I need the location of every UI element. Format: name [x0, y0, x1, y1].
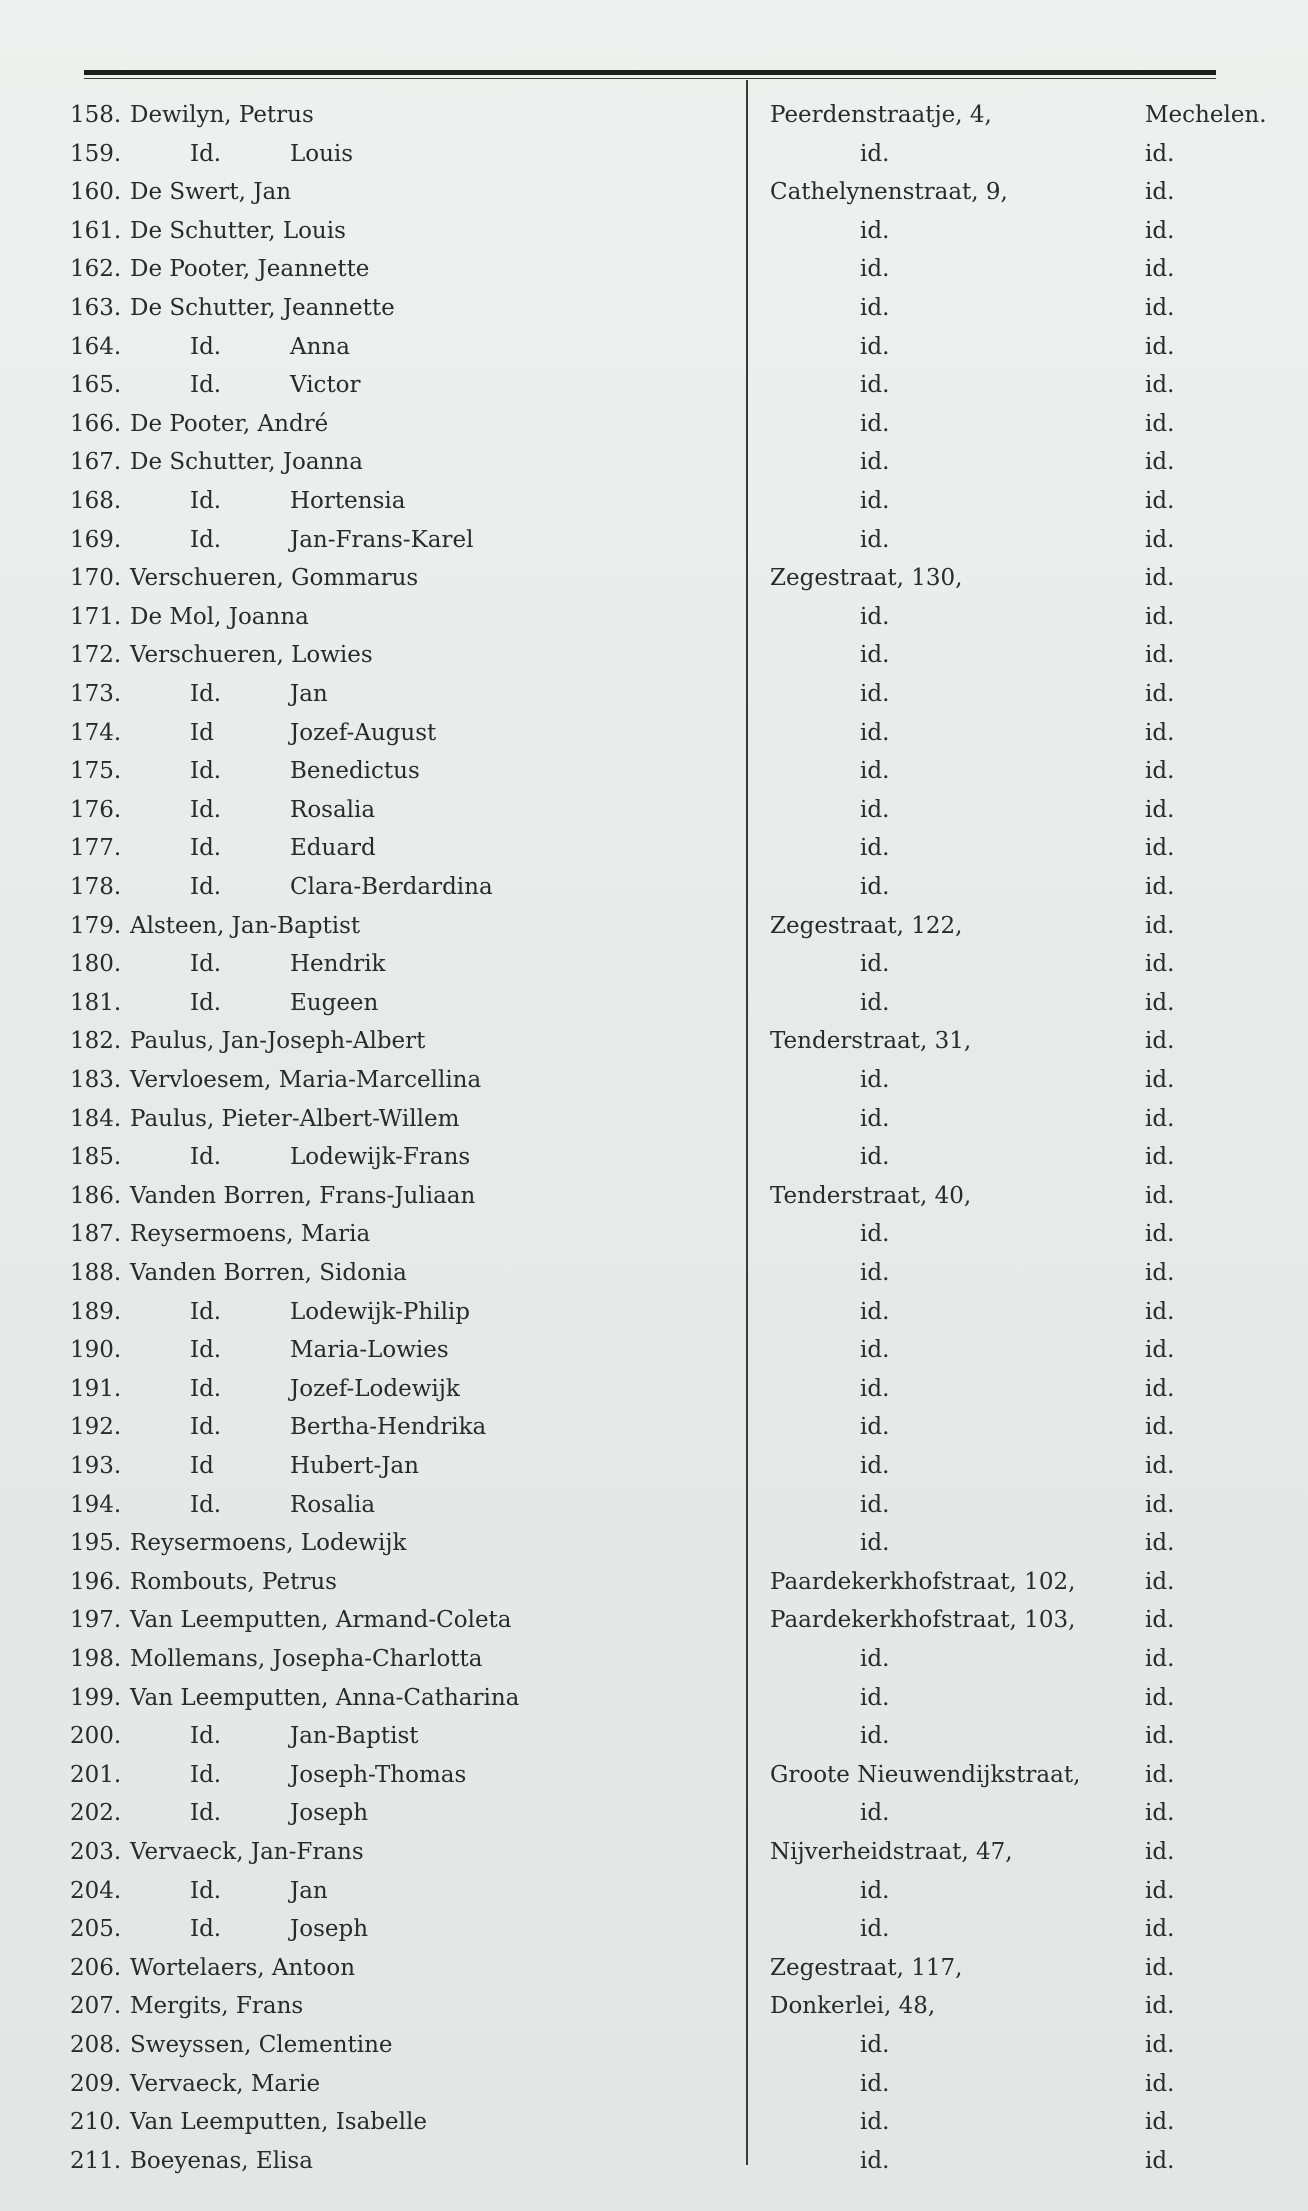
entry-city: id.: [1145, 1375, 1175, 1402]
list-item: [0, 2142, 1308, 2180]
list-item: [0, 1756, 1308, 1794]
list-item: [0, 868, 1308, 906]
entry-name: De Schutter, Joanna: [130, 449, 363, 476]
entry-id-ditto: Id.: [190, 1761, 222, 1788]
entry-city: id.: [1145, 449, 1175, 476]
list-item: [0, 96, 1308, 134]
entry-city: id.: [1145, 565, 1175, 592]
entry-given-name: Jan-Frans-Karel: [290, 526, 474, 553]
entry-city: id.: [1145, 1414, 1175, 1441]
entry-number: 168.: [70, 488, 122, 514]
entry-name: De Schutter, Louis: [130, 217, 346, 244]
list-item: [0, 636, 1308, 674]
entry-city: id.: [1145, 410, 1175, 437]
entry-city: id.: [1145, 1723, 1175, 1750]
entry-city: id.: [1145, 2147, 1175, 2174]
entry-street-ditto: id.: [860, 1414, 890, 1441]
entry-street-ditto: id.: [860, 603, 890, 630]
entry-name: Reysermoens, Maria: [130, 1221, 371, 1248]
list-item: [0, 2026, 1308, 2064]
entry-city: id.: [1145, 1182, 1175, 1209]
entry-number: 174.: [70, 719, 122, 746]
entry-street-ditto: id.: [860, 256, 890, 283]
entry-street: Zegestraat, 122,: [770, 912, 963, 939]
list-item: [0, 752, 1308, 790]
list-item: [0, 2103, 1308, 2141]
entry-number: 175.: [70, 758, 122, 785]
list-item: [0, 2065, 1308, 2103]
list-item: [0, 1987, 1308, 2025]
entry-number: 177.: [70, 835, 122, 862]
entry-id-ditto: Id.: [190, 1144, 222, 1171]
entry-street: Paardekerkhofstraat, 103,: [770, 1607, 1076, 1634]
entry-number: 201.: [70, 1761, 122, 1788]
entry-number: 173.: [70, 681, 122, 707]
entry-city: id.: [1145, 1800, 1175, 1827]
entry-city: id.: [1145, 140, 1175, 167]
entry-city: id.: [1145, 681, 1175, 707]
entry-given-name: Jan-Baptist: [290, 1723, 419, 1750]
entry-number: 188.: [70, 1260, 122, 1286]
entry-city: id.: [1145, 1646, 1175, 1672]
entry-street-ditto: id.: [860, 989, 890, 1016]
entry-name: De Schutter, Jeannette: [130, 295, 395, 321]
entry-street-ditto: id.: [860, 2147, 890, 2174]
entry-street-ditto: id.: [860, 372, 890, 399]
entry-id-ditto: Id.: [190, 758, 222, 785]
entry-id-ditto: Id.: [190, 874, 222, 900]
entry-street-ditto: id.: [860, 835, 890, 862]
entry-city: id.: [1145, 951, 1175, 978]
entry-number: 160.: [70, 179, 122, 206]
entry-street-ditto: id.: [860, 642, 890, 669]
list-item: [0, 1061, 1308, 1099]
entry-id-ditto: Id.: [190, 1800, 222, 1827]
entry-given-name: Joseph: [290, 1916, 369, 1943]
entry-city: id.: [1145, 603, 1175, 630]
entry-street-ditto: id.: [860, 295, 890, 321]
list-item: [0, 945, 1308, 983]
entry-number: 196.: [70, 1568, 122, 1595]
entry-city: id.: [1145, 835, 1175, 862]
entry-city: id.: [1145, 1993, 1175, 2020]
list-item: [0, 907, 1308, 945]
list-item: [0, 791, 1308, 829]
entry-street: Donkerlei, 48,: [770, 1993, 936, 2020]
entry-city: id.: [1145, 1684, 1175, 1711]
entry-given-name: Clara-Berdardina: [290, 874, 493, 900]
entry-street: Peerdenstraatje, 4,: [770, 102, 992, 128]
entry-street-ditto: id.: [860, 140, 890, 167]
list-item: [0, 1370, 1308, 1408]
entry-city: id.: [1145, 2070, 1175, 2097]
entry-number: 169.: [70, 526, 122, 553]
entry-city: id.: [1145, 217, 1175, 244]
entry-city: id.: [1145, 758, 1175, 785]
entry-id-ditto: Id: [190, 1453, 214, 1479]
entry-city: id.: [1145, 333, 1175, 360]
entry-street-ditto: id.: [860, 526, 890, 553]
entry-street-ditto: id.: [860, 719, 890, 746]
entry-id-ditto: Id.: [190, 989, 222, 1016]
list-item: [0, 984, 1308, 1022]
list-item: [0, 1486, 1308, 1524]
entry-city: id.: [1145, 1568, 1175, 1595]
list-item: [0, 1447, 1308, 1485]
entry-id-ditto: Id.: [190, 1298, 222, 1325]
entry-number: 189.: [70, 1298, 122, 1325]
entry-street-ditto: id.: [860, 1530, 890, 1557]
entry-number: 165.: [70, 372, 122, 399]
entry-name: Vanden Borren, Frans-Juliaan: [130, 1182, 476, 1209]
entry-given-name: Lodewijk-Philip: [290, 1298, 471, 1325]
entry-number: 186.: [70, 1182, 122, 1209]
entry-name: De Swert, Jan: [130, 179, 292, 206]
entry-id-ditto: Id.: [190, 1491, 222, 1518]
entry-number: 193.: [70, 1453, 122, 1479]
entry-city: id.: [1145, 372, 1175, 399]
entry-number: 211.: [70, 2147, 122, 2174]
entry-name: Verschueren, Lowies: [130, 642, 373, 669]
entry-given-name: Anna: [290, 333, 350, 360]
entry-id-ditto: Id.: [190, 1916, 222, 1943]
list-item: [0, 1949, 1308, 1987]
list-item: [0, 521, 1308, 559]
entry-id-ditto: Id.: [190, 140, 222, 167]
entry-street-ditto: id.: [860, 1453, 890, 1479]
entry-name: Reysermoens, Lodewijk: [130, 1530, 407, 1557]
entry-city: id.: [1145, 719, 1175, 746]
entry-number: 158.: [70, 102, 122, 128]
entry-given-name: Joseph-Thomas: [290, 1761, 467, 1788]
entry-number: 170.: [70, 565, 122, 592]
entry-number: 167.: [70, 449, 122, 476]
entry-street-ditto: id.: [860, 874, 890, 900]
entry-street-ditto: id.: [860, 449, 890, 476]
entry-name: De Pooter, Jeannette: [130, 256, 370, 283]
entry-number: 166.: [70, 410, 122, 437]
entry-street: Nijverheidstraat, 47,: [770, 1839, 1013, 1865]
entry-city: id.: [1145, 1607, 1175, 1634]
entry-id-ditto: Id.: [190, 835, 222, 862]
entry-given-name: Maria-Lowies: [290, 1337, 449, 1364]
list-item: [0, 598, 1308, 636]
list-item: [0, 135, 1308, 173]
entry-number: 185.: [70, 1144, 122, 1171]
entry-street-ditto: id.: [860, 681, 890, 707]
list-item: [0, 1408, 1308, 1446]
entry-city: id.: [1145, 2109, 1175, 2136]
entry-street-ditto: id.: [860, 1221, 890, 1248]
list-item: [0, 366, 1308, 404]
list-item: [0, 1293, 1308, 1331]
entry-street-ditto: id.: [860, 217, 890, 244]
entry-name: Vanden Borren, Sidonia: [130, 1260, 407, 1286]
entry-street-ditto: id.: [860, 1916, 890, 1943]
entry-number: 204.: [70, 1877, 122, 1904]
entry-name: Wortelaers, Antoon: [130, 1954, 356, 1981]
list-item: [0, 1138, 1308, 1176]
list-item: [0, 1679, 1308, 1717]
entry-given-name: Eugeen: [290, 989, 379, 1016]
entry-name: Alsteen, Jan-Baptist: [130, 912, 361, 939]
entry-id-ditto: Id.: [190, 951, 222, 978]
entry-number: 195.: [70, 1530, 122, 1557]
entry-city: id.: [1145, 989, 1175, 1016]
list-item: [0, 1100, 1308, 1138]
entry-street: Paardekerkhofstraat, 102,: [770, 1568, 1076, 1595]
entry-street-ditto: id.: [860, 1723, 890, 1750]
entry-number: 199.: [70, 1684, 122, 1711]
entry-id-ditto: Id.: [190, 488, 222, 514]
entry-name: Mollemans, Josepha-Charlotta: [130, 1646, 483, 1672]
entry-number: 190.: [70, 1337, 122, 1364]
entry-street-ditto: id.: [860, 1877, 890, 1904]
entry-name: Paulus, Pieter-Albert-Willem: [130, 1105, 460, 1132]
entry-street-ditto: id.: [860, 2109, 890, 2136]
entry-number: 187.: [70, 1221, 122, 1248]
entry-city: id.: [1145, 1839, 1175, 1865]
list-item: [0, 1022, 1308, 1060]
entry-street-ditto: id.: [860, 1646, 890, 1672]
list-item: [0, 1910, 1308, 1948]
list-item: [0, 1215, 1308, 1253]
entry-name: Vervaeck, Jan-Frans: [130, 1839, 364, 1865]
entry-number: 207.: [70, 1993, 122, 2020]
entry-city: id.: [1145, 1761, 1175, 1788]
entry-street-ditto: id.: [860, 1105, 890, 1132]
list-item: [0, 1601, 1308, 1639]
entry-given-name: Rosalia: [290, 1491, 376, 1518]
entry-city: id.: [1145, 796, 1175, 823]
entry-number: 181.: [70, 989, 122, 1016]
entry-street: Zegestraat, 130,: [770, 565, 963, 592]
entry-number: 161.: [70, 217, 122, 244]
list-item: [0, 443, 1308, 481]
entry-number: 203.: [70, 1839, 122, 1865]
entry-city: id.: [1145, 912, 1175, 939]
entry-street-ditto: id.: [860, 2032, 890, 2058]
entry-number: 197.: [70, 1607, 122, 1634]
entry-city: id.: [1145, 874, 1175, 900]
entry-number: 162.: [70, 256, 122, 283]
list-item: [0, 559, 1308, 597]
entry-given-name: Hendrik: [290, 951, 386, 978]
entry-number: 210.: [70, 2109, 122, 2136]
entry-number: 164.: [70, 333, 122, 360]
entry-id-ditto: Id.: [190, 681, 222, 707]
entry-given-name: Eduard: [290, 835, 376, 862]
entry-city: id.: [1145, 1453, 1175, 1479]
entry-number: 180.: [70, 951, 122, 978]
entry-city: id.: [1145, 1298, 1175, 1325]
entry-city: id.: [1145, 1877, 1175, 1904]
entry-street-ditto: id.: [860, 1260, 890, 1286]
list-item: [0, 675, 1308, 713]
entry-id-ditto: Id.: [190, 1337, 222, 1364]
entry-city: id.: [1145, 1530, 1175, 1557]
entry-number: 159.: [70, 140, 122, 167]
entry-name: Dewilyn, Petrus: [130, 102, 314, 128]
list-item: [0, 714, 1308, 752]
entry-street-ditto: id.: [860, 1067, 890, 1093]
top-rule-thin: [84, 78, 1216, 79]
list-item: [0, 405, 1308, 443]
entry-id-ditto: Id.: [190, 1414, 222, 1441]
entry-number: 209.: [70, 2070, 122, 2097]
entry-city: Mechelen.: [1145, 102, 1267, 128]
list-item: [0, 250, 1308, 288]
list-item: [0, 1872, 1308, 1910]
entry-street-ditto: id.: [860, 951, 890, 978]
entry-name: Van Leemputten, Armand-Coleta: [130, 1607, 512, 1634]
entry-given-name: Joseph: [290, 1800, 369, 1827]
entry-street-ditto: id.: [860, 2070, 890, 2097]
top-rule: [84, 70, 1216, 75]
entry-number: 179.: [70, 912, 122, 939]
entry-street-ditto: id.: [860, 796, 890, 823]
entry-city: id.: [1145, 488, 1175, 514]
entry-number: 192.: [70, 1414, 122, 1441]
entry-name: Mergits, Frans: [130, 1993, 304, 2020]
entry-city: id.: [1145, 642, 1175, 669]
entry-city: id.: [1145, 526, 1175, 553]
entry-street-ditto: id.: [860, 333, 890, 360]
list-item: [0, 1331, 1308, 1369]
entry-number: 178.: [70, 874, 122, 900]
entry-number: 206.: [70, 1954, 122, 1981]
entry-number: 205.: [70, 1916, 122, 1943]
entry-given-name: Victor: [290, 372, 361, 399]
entry-street-ditto: id.: [860, 488, 890, 514]
entry-city: id.: [1145, 1105, 1175, 1132]
entry-given-name: Rosalia: [290, 796, 376, 823]
entry-city: id.: [1145, 1260, 1175, 1286]
entry-name: Vervaeck, Marie: [130, 2070, 321, 2097]
entry-number: 184.: [70, 1105, 122, 1132]
entry-name: Paulus, Jan-Joseph-Albert: [130, 1028, 426, 1055]
entry-street: Tenderstraat, 40,: [770, 1182, 972, 1209]
entry-id-ditto: Id.: [190, 1723, 222, 1750]
entry-given-name: Hubert-Jan: [290, 1453, 419, 1479]
list-item: [0, 1524, 1308, 1562]
entry-name: De Pooter, André: [130, 410, 329, 437]
list-item: [0, 1640, 1308, 1678]
entry-street-ditto: id.: [860, 410, 890, 437]
entry-given-name: Hortensia: [290, 488, 406, 514]
list-item: [0, 829, 1308, 867]
entry-name: De Mol, Joanna: [130, 603, 309, 630]
entry-name: Van Leemputten, Anna-Catharina: [130, 1684, 520, 1711]
entry-city: id.: [1145, 256, 1175, 283]
entry-id-ditto: Id.: [190, 526, 222, 553]
entry-number: 191.: [70, 1375, 122, 1402]
entry-street-ditto: id.: [860, 1298, 890, 1325]
entry-city: id.: [1145, 1221, 1175, 1248]
entry-name: Vervloesem, Maria-Marcellina: [130, 1067, 482, 1093]
entry-id-ditto: Id.: [190, 1877, 222, 1904]
entry-id-ditto: Id.: [190, 796, 222, 823]
entry-given-name: Jozef-August: [290, 719, 437, 746]
entry-given-name: Lodewijk-Frans: [290, 1144, 471, 1171]
entry-number: 202.: [70, 1800, 122, 1827]
entry-city: id.: [1145, 1337, 1175, 1364]
entry-number: 183.: [70, 1067, 122, 1093]
list-item: [0, 1717, 1308, 1755]
list-item: [0, 1254, 1308, 1292]
list-item: [0, 1177, 1308, 1215]
entry-number: 198.: [70, 1646, 122, 1672]
entry-name: Rombouts, Petrus: [130, 1568, 337, 1595]
entry-id-ditto: Id.: [190, 1375, 222, 1402]
list-item: [0, 212, 1308, 250]
entry-street-ditto: id.: [860, 1144, 890, 1171]
entry-city: id.: [1145, 1028, 1175, 1055]
entry-name: Verschueren, Gommarus: [130, 565, 419, 592]
entry-number: 171.: [70, 603, 122, 630]
entry-number: 200.: [70, 1723, 122, 1750]
entry-street: Zegestraat, 117,: [770, 1954, 963, 1981]
entry-name: Boeyenas, Elisa: [130, 2147, 313, 2174]
entry-given-name: Louis: [290, 140, 354, 167]
entry-city: id.: [1145, 1491, 1175, 1518]
entry-id-ditto: Id.: [190, 333, 222, 360]
entry-number: 194.: [70, 1491, 122, 1518]
entry-city: id.: [1145, 179, 1175, 206]
list-item: [0, 289, 1308, 327]
entry-number: 172.: [70, 642, 122, 669]
entry-street: Tenderstraat, 31,: [770, 1028, 972, 1055]
entry-given-name: Bertha-Hendrika: [290, 1414, 487, 1441]
list-item: [0, 1794, 1308, 1832]
list-item: [0, 1833, 1308, 1871]
entry-number: 208.: [70, 2032, 122, 2058]
list-item: [0, 173, 1308, 211]
entry-given-name: Jan: [290, 1877, 328, 1904]
entry-city: id.: [1145, 1916, 1175, 1943]
entry-name: Sweyssen, Clementine: [130, 2032, 393, 2058]
entry-street-ditto: id.: [860, 1684, 890, 1711]
entry-id-ditto: Id: [190, 719, 214, 746]
entry-given-name: Jan: [290, 681, 328, 707]
list-item: [0, 1563, 1308, 1601]
entry-city: id.: [1145, 1067, 1175, 1093]
entry-number: 163.: [70, 295, 122, 321]
entry-city: id.: [1145, 1954, 1175, 1981]
entry-city: id.: [1145, 2032, 1175, 2058]
entry-city: id.: [1145, 295, 1175, 321]
entry-street-ditto: id.: [860, 1800, 890, 1827]
entry-street-ditto: id.: [860, 758, 890, 785]
entry-given-name: Jozef-Lodewijk: [290, 1375, 460, 1402]
entry-city: id.: [1145, 1144, 1175, 1171]
entry-street: Cathelynenstraat, 9,: [770, 179, 1008, 206]
entry-street: Groote Nieuwendijkstraat,: [770, 1761, 1081, 1788]
entry-street-ditto: id.: [860, 1337, 890, 1364]
entry-id-ditto: Id.: [190, 372, 222, 399]
entry-street-ditto: id.: [860, 1491, 890, 1518]
entry-given-name: Benedictus: [290, 758, 420, 785]
entry-street-ditto: id.: [860, 1375, 890, 1402]
list-item: [0, 328, 1308, 366]
list-item: [0, 482, 1308, 520]
entry-number: 182.: [70, 1028, 122, 1055]
entry-number: 176.: [70, 796, 122, 823]
entry-name: Van Leemputten, Isabelle: [130, 2109, 427, 2136]
